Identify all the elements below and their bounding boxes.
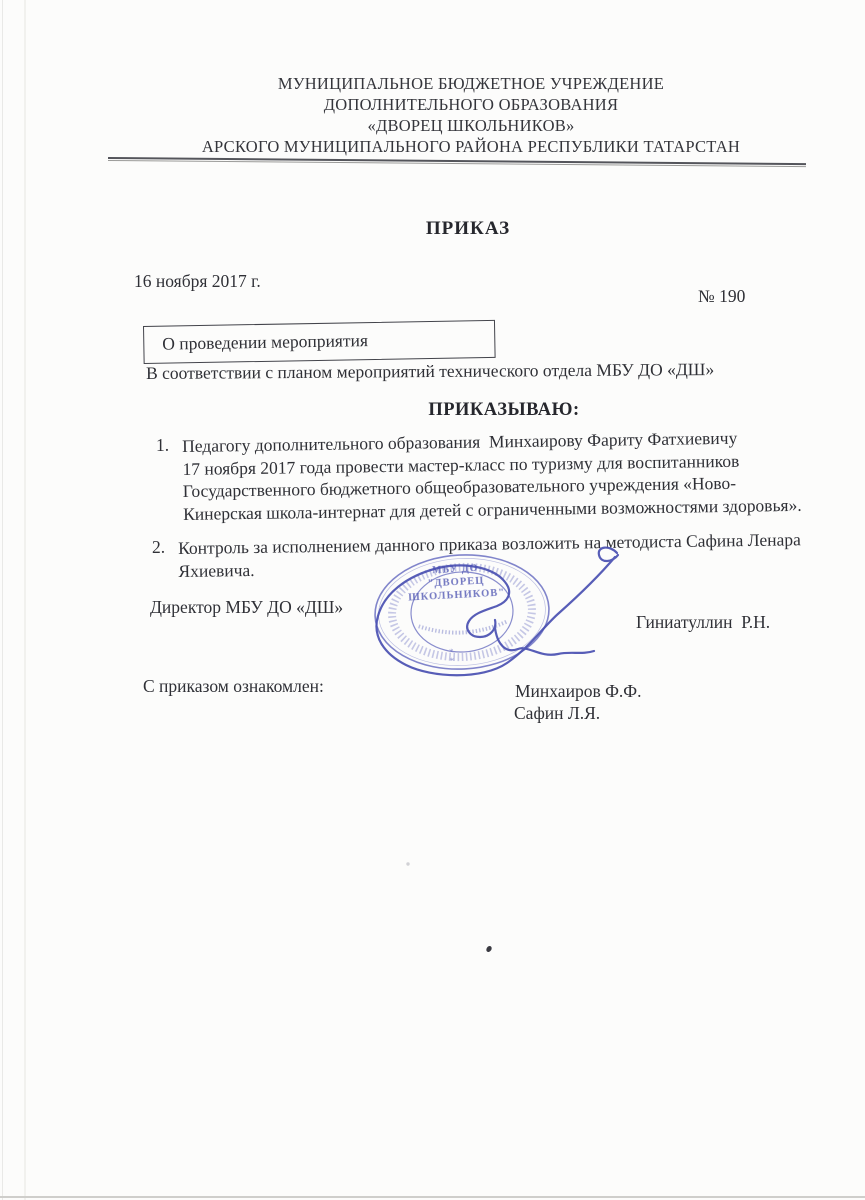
director-position-label: Директор МБУ ДО «ДШ» xyxy=(150,597,344,617)
order-item-2 xyxy=(178,528,801,582)
scan-edge-line xyxy=(0,1196,865,1198)
acknowledgement-name: Минхаиров Ф.Ф. xyxy=(515,681,642,701)
order-item-line: Кинерская школа-интернат для детей с ограниченными возможностями здоровья». xyxy=(183,494,802,524)
stamp-center-line: МБУ ДО xyxy=(431,562,479,577)
order-item-line: Яхиевича. xyxy=(178,559,255,581)
order-item-line: Педагогу дополнительного образования Минхаирову Фариту Фатхиевичу xyxy=(182,427,738,456)
document-title: ПРИКАЗ xyxy=(425,218,511,239)
acknowledgement-label: С приказом ознакомлен: xyxy=(143,676,324,696)
stamp-star-mark: * xyxy=(449,655,455,666)
order-item-2-number: 2. xyxy=(152,537,166,557)
order-item-line: Государственного бюджетного общеобразовательного учреждения «Ново- xyxy=(182,472,737,502)
order-item-line: Контроль за исполнением данного приказа возложить на методиста Сафина Ленара xyxy=(178,529,801,558)
stamp-inner-microtext-arc xyxy=(419,622,507,635)
org-header-line: «ДВОРЕЦ ШКОЛЬНИКОВ» xyxy=(367,116,575,135)
order-item-line: 17 ноября 2017 года провести мастер-класс по туризму для воспитанников xyxy=(182,450,740,479)
org-header-line: ДОПОЛНИТЕЛЬНОГО ОБРАЗОВАНИЯ xyxy=(323,95,619,114)
ink-speck xyxy=(485,945,493,953)
org-header-line: МУНИЦИПАЛЬНОЕ БЮДЖЕТНОЕ УЧРЕЖДЕНИЕ xyxy=(277,74,665,93)
order-item-1-number: 1. xyxy=(156,435,170,455)
intro-paragraph: В соответствии с планом мероприятий технического отдела МБУ ДО «ДШ» xyxy=(146,359,715,383)
stamp-center-line: ШКОЛЬНИКОВ" xyxy=(407,587,506,604)
acknowledgement-name: Сафин Л.Я. xyxy=(514,703,601,723)
header-divider-rule xyxy=(108,157,806,170)
director-name: Гиниатуллин Р.Н. xyxy=(636,612,771,632)
stamp-star-mark: * xyxy=(448,646,454,657)
org-header-line: АРСКОГО МУНИЦИПАЛЬНОГО РАЙОНА РЕСПУБЛИКИ ТАТАРСТАН xyxy=(201,137,741,156)
stamp-center-line: "ДВОРЕЦ xyxy=(427,575,485,590)
ink-speck xyxy=(406,862,409,865)
scan-edge-line xyxy=(2,0,3,1200)
org-header xyxy=(53,73,865,157)
subject-text: О проведении мероприятия xyxy=(162,330,369,354)
subject-box xyxy=(143,320,496,364)
scan-edge-line xyxy=(24,0,26,1200)
resolution-heading: ПРИКАЗЫВАЮ: xyxy=(428,400,580,420)
document-date: 16 ноября 2017 г. xyxy=(134,271,261,291)
document-number: № 190 xyxy=(698,286,746,306)
order-item-1 xyxy=(182,426,802,526)
